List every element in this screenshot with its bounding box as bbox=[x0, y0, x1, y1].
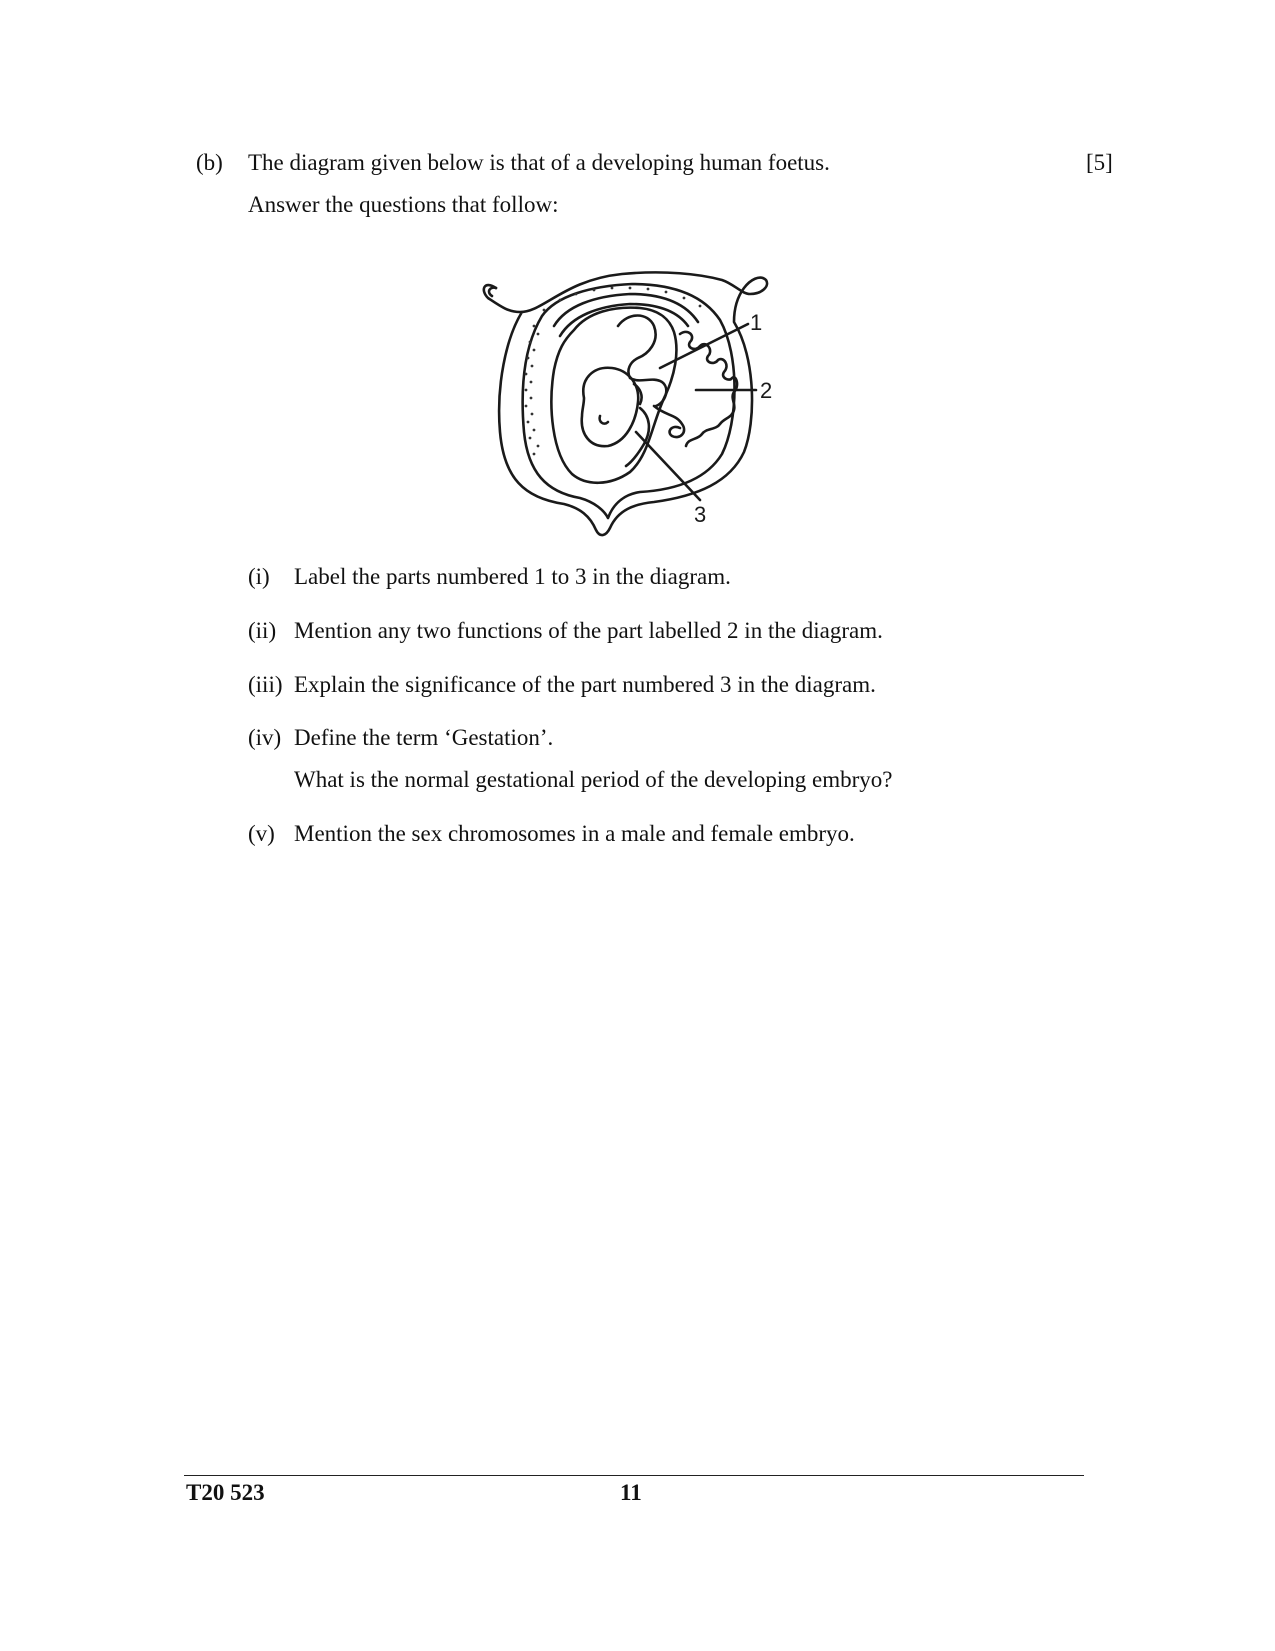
foetus-body bbox=[618, 316, 666, 407]
fallopian-tube-left bbox=[489, 288, 496, 296]
question-label: (b) bbox=[196, 150, 223, 175]
subquestion-text: Mention the sex chromosomes in a male and female embryo. bbox=[294, 821, 855, 846]
question-instruction: Answer the questions that follow: bbox=[248, 192, 559, 217]
diagram-label-1: 1 bbox=[750, 310, 763, 335]
subquestion-number: (ii) bbox=[248, 618, 277, 643]
subquestion-number: (i) bbox=[248, 564, 270, 589]
diagram-label-3: 3 bbox=[694, 502, 707, 527]
subquestion-number: (iii) bbox=[248, 672, 283, 697]
foetus-head bbox=[582, 368, 638, 446]
subquestion-text: Mention any two functions of the part labelled 2 in the diagram. bbox=[294, 618, 883, 643]
subquestion-iv-continuation: What is the normal gestational period of the developing embryo? bbox=[294, 767, 893, 792]
subquestion-text: Define the term ‘Gestation’. bbox=[294, 725, 554, 750]
subquestion-iv bbox=[248, 723, 553, 753]
subquestion-text: Label the parts numbered 1 to 3 in the diagram. bbox=[294, 564, 731, 589]
subquestion-number: (v) bbox=[248, 821, 275, 846]
diagram-label-2: 2 bbox=[760, 378, 773, 403]
subquestion-text: Explain the significance of the part numbered 3 in the diagram. bbox=[294, 672, 876, 697]
question-text: The diagram given below is that of a developing human foetus. bbox=[248, 150, 830, 175]
subquestion-v bbox=[248, 819, 855, 849]
subquestion-number: (iv) bbox=[248, 725, 282, 750]
umbilical-cord bbox=[654, 406, 684, 437]
footer-page-number: 11 bbox=[620, 1480, 642, 1505]
footer-paper-code: T20 523 bbox=[186, 1480, 265, 1505]
uterus-inner-wall bbox=[523, 284, 735, 518]
subquestion-i bbox=[248, 562, 731, 592]
question-marks: [5] bbox=[1086, 150, 1113, 175]
subquestion-iii bbox=[248, 670, 876, 700]
subquestion-ii bbox=[248, 616, 883, 646]
foetus-diagram bbox=[404, 246, 878, 552]
footer-rule bbox=[184, 1475, 1084, 1476]
